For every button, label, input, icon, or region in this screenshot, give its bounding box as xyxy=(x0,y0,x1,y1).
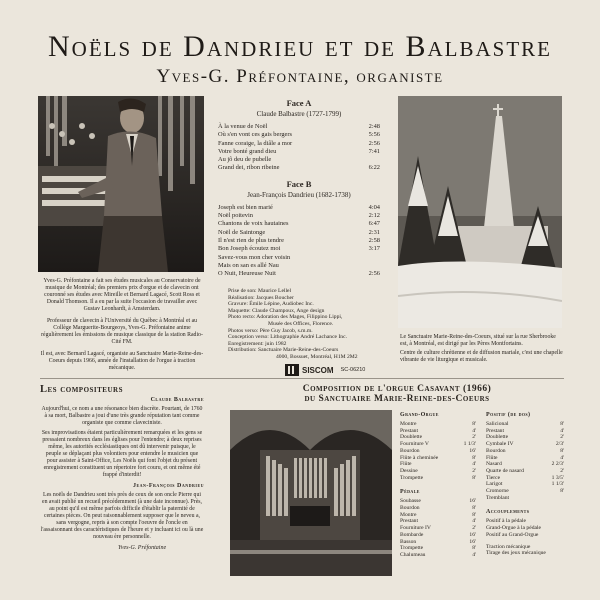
positif-stop-name: Bourdon xyxy=(486,447,506,454)
pedale-stop-name: Montre xyxy=(400,511,417,518)
pedale-stop xyxy=(400,498,476,505)
grand-orgue-stop xyxy=(400,468,476,475)
face-a-track-duration: 2:48 xyxy=(368,123,380,130)
traction-list xyxy=(486,544,564,557)
balbastre-p1: Aujourd'hui, ce nom a une résonance bien discrète. Pourtant, de 1760 à sa mort, Balbastre a joui d'une très grande réputation tant comme organiste que comme claveciniste. xyxy=(41,406,203,426)
catalog-number: SC-06210 xyxy=(340,367,366,373)
credit-line: Distribution: Sanctuaire Marie-Reine-des-Coeurs xyxy=(228,347,339,354)
grand-orgue-stop xyxy=(400,455,476,462)
grand-orgue-stop-value: 2' xyxy=(472,434,476,441)
pedale-stop-name: Fourniture IV xyxy=(400,525,431,532)
credit-line: 4000, Bossuet, Montréal, H1M 2M2 xyxy=(276,353,358,360)
positif-stop xyxy=(486,495,564,502)
credit-line: Photo recto: Adoration des Mages, Filippino Lippi, xyxy=(228,314,343,321)
grand-orgue-stop-value: 8' xyxy=(472,454,476,461)
pedale-stop-name: Chalumeau xyxy=(400,551,426,558)
organist-photo-image xyxy=(38,96,204,272)
pedale-stop-name: Bourdon xyxy=(400,505,420,512)
positif-stop-name: Prestant xyxy=(486,427,505,434)
positif-stop-name: Cromorne xyxy=(486,488,509,495)
grand-orgue-stop-name: Flûte xyxy=(400,461,412,468)
balbastre-p2: Ses improvisations étaient particulièrement remarquées et les gens se pressaient nombreux dans les églises pour l'entendre; à deux reprises même, les autorités ecclésiastiques ont dû intervenir puisque, le peuple se déplaçant plus volontiers pour entendre le musicien que pour assister à Saint-Office, Les Noëls qui font l'objet du présent enregistrement constituent un répertoire fort couru, et ont même été frappé d'interdit! xyxy=(41,430,203,478)
positif-stop-name: Doublette xyxy=(486,434,509,441)
pedale-stop xyxy=(400,512,476,519)
pedale-stop-value: 2' xyxy=(472,525,476,532)
positif-stop-name: Quarte de nasard xyxy=(486,467,524,474)
face-b-track-title: Chantons de voix hautaines xyxy=(218,220,289,228)
face-b-track-duration: 6:47 xyxy=(368,220,380,228)
face-a-track-title: Fanne coraige, la diâle a mor xyxy=(218,139,293,147)
pedale-stops xyxy=(400,498,476,558)
face-b-track-duration: 4:04 xyxy=(368,203,380,211)
grand-orgue-stop-value: 8' xyxy=(472,474,476,481)
face-b-track-duration: 2:58 xyxy=(368,236,380,244)
positif-stop-value: 2' xyxy=(560,434,564,441)
grand-orgue-stop-name: Trompette xyxy=(400,474,424,481)
face-a-label: Face A xyxy=(286,98,312,108)
pedale-stop-name: Bombarde xyxy=(400,531,424,538)
face-b-track-duration: 3:17 xyxy=(368,245,380,253)
face-a-track xyxy=(218,123,380,131)
positif-stop-value: 4' xyxy=(560,427,564,434)
organ-heading-line2: du Sanctuaire Marie-Reine-des-Coeurs xyxy=(304,394,490,404)
record-label xyxy=(285,364,365,376)
face-b-tracks xyxy=(218,204,380,279)
grand-orgue-stop-value: 8' xyxy=(472,421,476,427)
face-b-track xyxy=(218,237,380,245)
section-divider xyxy=(40,378,564,379)
positif-stop-value: 2/3' xyxy=(555,441,564,448)
church-caption-p2: Centre de culture chrétienne et de diffusion mariale, c'est une chapelle vibrante de vie liturgique et musicale. xyxy=(400,350,563,363)
face-b-track xyxy=(218,245,380,253)
face-a-composer: Claude Balbastre (1727-1799) xyxy=(256,110,342,118)
grand-orgue-column xyxy=(400,412,476,559)
performer-bio-p1: Yves-G. Préfontaine a fait ses études musicales au Conservatoire de musique de Montréal; des premiers prix d'orgue et de clavecin ont couronné ses études avec Mireille et Bernard Lagacé, Scott Ross et Donald Thomson. Il a eu par la suite l'occasion de travailler avec Gustav Leonhardt, à Amsterdam. xyxy=(43,278,201,312)
organ-photo-image xyxy=(230,410,392,576)
church-caption xyxy=(400,334,564,364)
face-a-track xyxy=(218,140,380,148)
positif-stop-value: 4' xyxy=(560,454,564,461)
composers-heading: Les compositeurs xyxy=(40,384,123,395)
organist-photo xyxy=(38,96,204,272)
positif-stop xyxy=(486,468,564,475)
positif-stop xyxy=(486,428,564,435)
album-title: Noëls de Dandrieu et de Balbastre xyxy=(48,30,552,63)
grand-orgue-stop xyxy=(400,475,476,482)
face-b-track xyxy=(218,220,380,228)
positif-stop xyxy=(486,448,564,455)
face-b-track-title: Il n'est rien de plus tendre xyxy=(218,236,284,244)
credit-line: Prise de son: Maurice Lellel xyxy=(228,288,292,294)
performer-bio xyxy=(40,278,204,372)
tracklist xyxy=(218,96,380,276)
pedale-stop xyxy=(400,518,476,525)
grand-orgue-stop-value: 16' xyxy=(469,447,476,454)
accouplement-item: Positif à la pédale xyxy=(486,518,526,525)
balbastre-name: Claude Balbastre xyxy=(150,397,204,403)
face-a-track-duration: 7:41 xyxy=(368,147,380,155)
pedale-stop-value: 4' xyxy=(472,518,476,525)
credit-line: Maquette: Claude Champoux, Ange design xyxy=(228,307,325,314)
pedale-stop-name: Prestant xyxy=(400,518,419,525)
grand-orgue-stop xyxy=(400,448,476,455)
credit-line: Enregistrement: juin 1982 xyxy=(228,340,287,347)
pedale-stop xyxy=(400,532,476,539)
credit-line: Réalisation: Jacques Boucher xyxy=(228,294,294,301)
face-b-track-duration: 2:31 xyxy=(368,228,380,236)
positif-stops xyxy=(486,421,564,501)
pedale-stop-value: 4' xyxy=(472,551,476,558)
pedale-title: Pédale xyxy=(400,489,420,496)
accouplement-item: Grand-Orgue à la pédale xyxy=(486,525,542,532)
face-a-track xyxy=(218,156,380,173)
positif-stop-name: Cymbale IV xyxy=(486,441,514,448)
positif-column xyxy=(486,412,564,557)
grand-orgue-stop-name: Montre xyxy=(400,421,417,427)
siscom-logo-icon xyxy=(285,364,299,376)
pedale-stop-value: 16' xyxy=(469,498,476,505)
pedale-stop-value: 8' xyxy=(472,511,476,518)
positif-stop xyxy=(486,455,564,462)
positif-stop-name: Nasard xyxy=(486,461,502,468)
grand-orgue-stop xyxy=(400,421,476,428)
grand-orgue-stop xyxy=(400,441,476,448)
positif-stop-value: 8' xyxy=(560,421,564,427)
accouplements-list xyxy=(486,518,564,538)
positif-stop xyxy=(486,434,564,441)
pedale-stop-name: Soubasse xyxy=(400,498,421,505)
face-a-track-title: Où s'en vont ces gais bergers xyxy=(218,131,292,139)
face-a-tracks xyxy=(218,123,380,173)
pedale-stop xyxy=(400,539,476,546)
positif-stop-value: 8' xyxy=(560,447,564,454)
positif-stop-name: Tremblant xyxy=(486,494,510,501)
grand-orgue-stop xyxy=(400,428,476,435)
positif-stop xyxy=(486,481,564,488)
positif-stop xyxy=(486,488,564,495)
grand-orgue-stop-name: Dessine xyxy=(400,467,418,474)
face-a-track-duration: 5:56 xyxy=(368,131,380,139)
organ-photo xyxy=(230,410,392,576)
pedale-stop xyxy=(400,545,476,552)
pedale-stop xyxy=(400,525,476,532)
positif-stop-name: Tierce xyxy=(486,474,501,481)
face-a-track-title: Au jô deu de pubelle Grand dei, ribon ribeine xyxy=(218,156,280,172)
face-a-track-title: Votre bonté grand dieu xyxy=(218,147,277,155)
face-b-track-title: Joseph est bien marié xyxy=(218,203,273,211)
grand-orgue-stop xyxy=(400,434,476,441)
credit-line: Musée des Offices, Florence. xyxy=(268,320,334,327)
performer-bio-p2: Professeur de clavecin à l'Université du Québec à Montréal et au Collège Marguerite-Bourgeoys, Yves-G. Préfontaine anime régulièrement les émissions de musique classique de la station Radio-Cité FM. xyxy=(41,318,203,345)
church-caption-p1: Le Sanctuaire Marie-Reine-des-Coeurs, situé sur la rue Sherbrooke est, à Montréal, est dirigé par les Pères Montfortains. xyxy=(400,334,556,347)
accouplements-title: Accouplements xyxy=(486,509,530,516)
positif-stop-value: 8' xyxy=(560,488,564,495)
grand-orgue-title: Grand-Orgue xyxy=(400,412,439,418)
grand-orgue-stop-name: Doublette xyxy=(400,434,423,441)
face-b-track-title: Noël poitevin xyxy=(218,212,253,220)
positif-stop-value: 2 2/3' xyxy=(551,461,564,468)
grand-orgue-stop-value: 4' xyxy=(472,461,476,468)
positif-stop xyxy=(486,441,564,448)
face-b-track xyxy=(218,229,380,237)
pedale-stop-value: 8' xyxy=(472,505,476,512)
grand-orgue-stop-name: Flûte à cheminée xyxy=(400,454,439,461)
positif-stop-value: 1 3/5' xyxy=(551,474,564,481)
face-b-track-duration: 2:56 xyxy=(368,270,380,278)
face-a-track-title: À la venue de Noël xyxy=(218,123,268,130)
face-a-track-duration: 2:56 xyxy=(368,139,380,147)
church-photo-image xyxy=(398,96,562,328)
performer-bio-p3: Il est, avec Bernard Lagacé, organiste au Sanctuaire Marie-Reine-des-Coeurs depuis 1966, année de l'installation de l'orgue à traction mécanique. xyxy=(40,351,204,371)
pedale-stop xyxy=(400,552,476,559)
face-b-track xyxy=(218,254,380,279)
grand-orgue-stop-name: Bourdon xyxy=(400,447,420,454)
face-b-track-title: Bon Joseph écoutez moi xyxy=(218,245,281,253)
face-b-track-title: Savez-vous mon cher voisin Mais on san es allé Nau O Nuit, Heureuse Nuit xyxy=(218,253,291,278)
pedale-stop xyxy=(400,505,476,512)
dandrieu-name: Jean-François Dandrieu xyxy=(132,483,204,489)
credit-line: Conception verso: Lithographie André Lachance Inc. xyxy=(228,334,347,341)
album-subtitle: Yves-G. Préfontaine, organiste xyxy=(156,66,444,87)
signature: Yves-G. Préfontaine xyxy=(118,545,167,551)
organ-heading xyxy=(230,384,564,404)
positif-stop-value: 2' xyxy=(560,467,564,474)
face-a-track xyxy=(218,148,380,156)
grand-orgue-stop-name: Fourniture V xyxy=(400,441,429,448)
composers-section xyxy=(40,384,204,551)
grand-orgue-stop xyxy=(400,461,476,468)
credits xyxy=(228,288,388,361)
face-b-label: Face B xyxy=(286,178,312,189)
grand-orgue-stop-name: Prestant xyxy=(400,427,419,434)
face-a-track xyxy=(218,131,380,139)
traction-item: Traction mécanique xyxy=(486,543,531,550)
traction-item: Tirage des jeux mécanique xyxy=(486,550,546,557)
face-b-track-title: Noël de Saintonge xyxy=(218,228,266,236)
face-b-track xyxy=(218,204,380,212)
positif-stop xyxy=(486,421,564,428)
pedale-stop-name: Trompette xyxy=(400,545,424,552)
pedale-stop-value: 16' xyxy=(469,538,476,545)
credit-line: Photos verso: Père Guy Jacob, s.m.m. xyxy=(228,327,313,334)
pedale-stop-name: Basson xyxy=(400,538,417,545)
face-b-track xyxy=(218,212,380,220)
face-b-track-duration: 2:12 xyxy=(368,212,380,220)
pedale-stop-value: 8' xyxy=(472,545,476,552)
positif-stop xyxy=(486,475,564,482)
church-photo xyxy=(398,96,562,328)
positif-stop-name: Larigot xyxy=(486,481,503,488)
dandrieu-p1: Les noëls de Dandrieu sont très près de ceux de son oncle Pierre qui en avait publié un recueil précédemment (à une date inconnue). Près, au point qu'il est même parfois difficile d'établir la paternité de certaines pièces. On peut raisonnablement supposer que le neveu a, sans vergogne, repris à son compte l'oeuvre de l'oncle en l'assaisonnant des caractéristiques de l'heure et y incluant ici ou là une nouveau ère personnelle. xyxy=(40,492,204,540)
organ-heading-line1: Composition de l'orgue Casavant (1966) xyxy=(302,384,492,394)
pedale-stop-value: 16' xyxy=(469,531,476,538)
grand-orgue-stop-value: 2' xyxy=(472,467,476,474)
grand-orgue-stop-value: 1 1/3' xyxy=(463,441,476,448)
face-b-composer: Jean-François Dandrieu (1682-1738) xyxy=(247,190,351,199)
grand-orgue-stops xyxy=(400,421,476,481)
credit-line: Gravure: Émile Lépine, Audiobec Inc. xyxy=(228,301,314,308)
face-a-track-duration: 6:22 xyxy=(368,164,380,172)
positif-stop xyxy=(486,461,564,468)
positif-stop-name: Salicional xyxy=(486,421,509,427)
positif-title: Positif (de dos) xyxy=(486,412,531,418)
positif-stop-value: 1 1/3' xyxy=(551,481,564,488)
grand-orgue-stop-value: 4' xyxy=(472,427,476,434)
positif-stop-name: Flûte xyxy=(486,454,498,461)
accouplement-item: Positif au Grand-Orgue xyxy=(486,531,539,538)
label-name: SISCOM xyxy=(302,365,334,375)
